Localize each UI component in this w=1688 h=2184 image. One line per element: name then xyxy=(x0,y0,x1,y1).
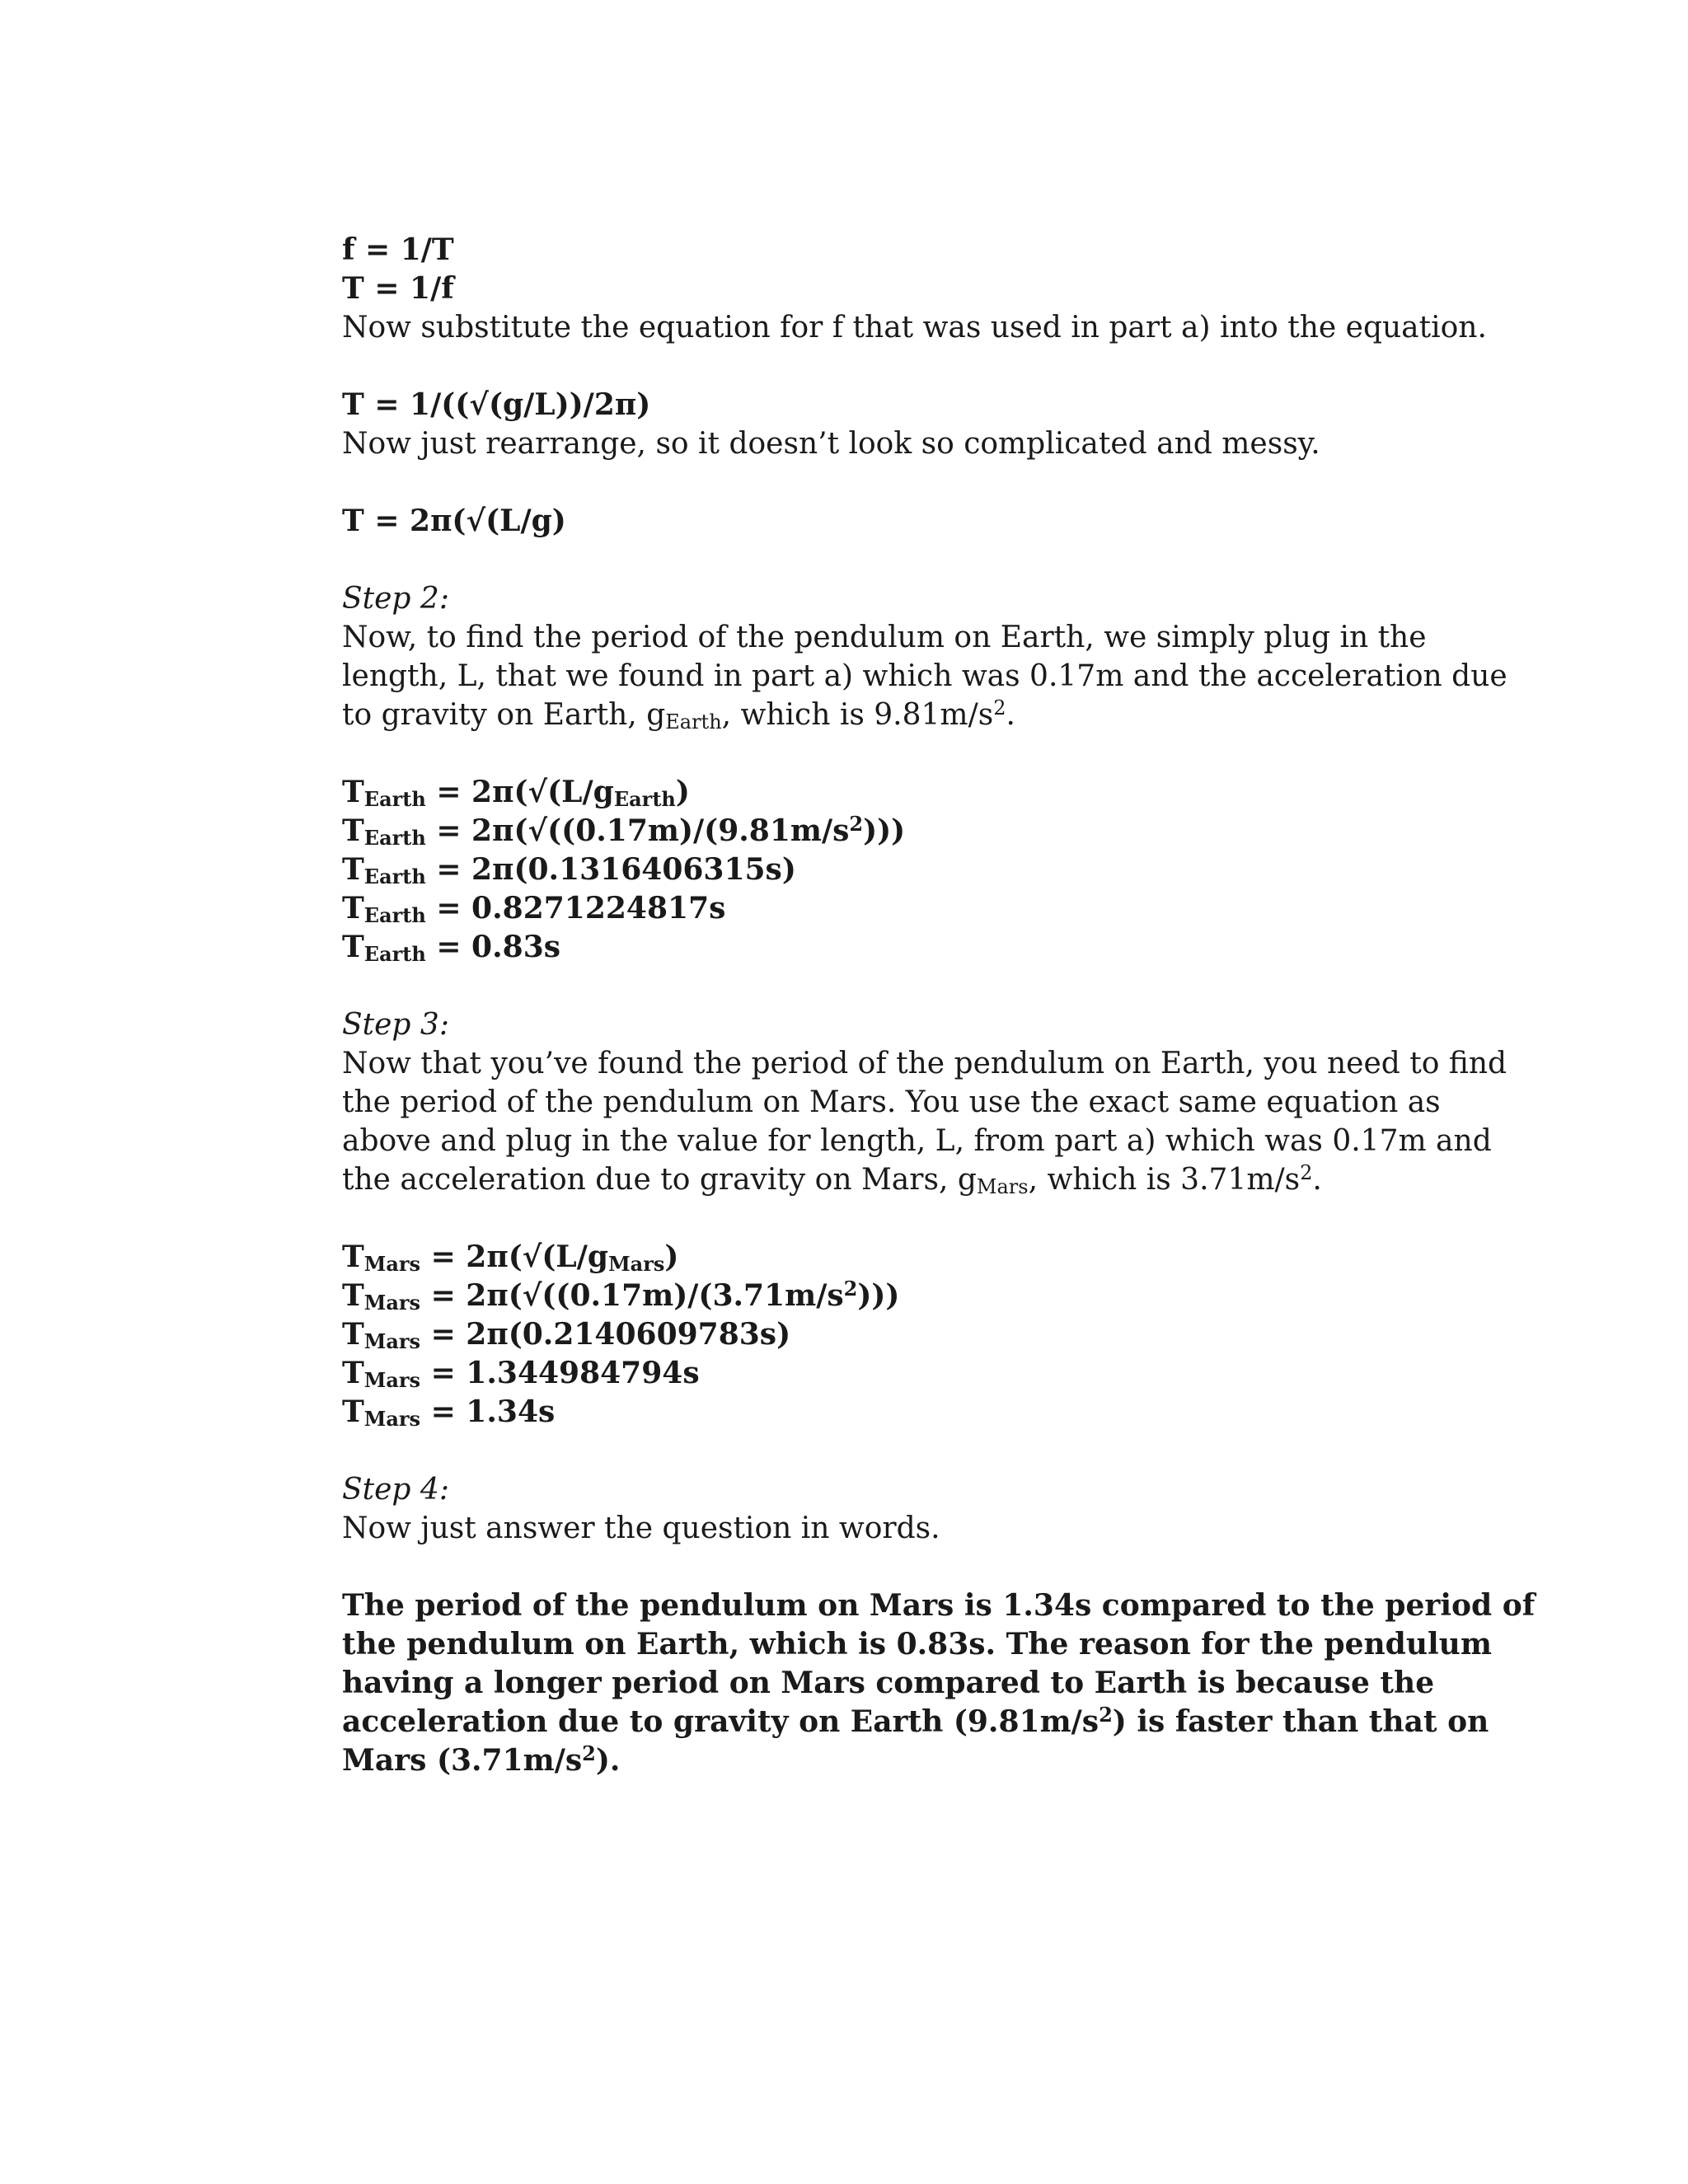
earth-equation-5: $T_{Earth} = 0.83s$ xyxy=(342,930,561,966)
step2-text-line1: Now, to find the period of the pendulum on Earth, we simply plug in the xyxy=(342,621,1427,654)
earth-equation-2: $T_{Earth} = 2\pi(√((0.17m)/(9.81m/s^2)))$ xyxy=(342,812,906,850)
earth-equation-4: $T_{Earth} = 0.8271224817s$ xyxy=(342,891,726,927)
answer-line4: acceleration due to gravity on Earth $(9.81m/s^2)$ is faster than that on xyxy=(342,1703,1489,1739)
substitute-instruction: Now substitute the equation for f that was used in part a) into the equation. xyxy=(342,311,1487,344)
mars-equation-1: $T_{Mars} = 2\pi(√(L/g_{Mars})$ xyxy=(342,1240,679,1276)
mars-equation-5: $T_{Mars} = 1.34s$ xyxy=(342,1394,556,1431)
step3-heading: Step 3: xyxy=(342,1008,449,1042)
final-period-equation: T = 2π(√(L/g) xyxy=(342,504,566,538)
step3-text-line4: the acceleration due to gravity on Mars, $g_{Mars}$, which is $3.71m/s^2$. xyxy=(342,1161,1322,1198)
rearrange-instruction: Now just rearrange, so it doesn’t look so complicated and messy. xyxy=(342,427,1320,461)
substituted-equation: T = 1/((√(g/L))/2π) xyxy=(342,387,651,422)
step4-heading: Step 4: xyxy=(342,1473,449,1507)
earth-equation-3: $T_{Earth} = 2\pi(0.1316406315s)$ xyxy=(342,852,796,888)
step3-text-line3: above and plug in the value for length, L, from part a) which was 0.17m and xyxy=(342,1124,1492,1158)
period-equation: T = 1/f xyxy=(342,271,454,306)
frequency-equation: f = 1/T xyxy=(342,232,454,267)
step2-text-line3: to gravity on Earth, $g_{Earth}$, which is $9.81m/s^2$. xyxy=(342,696,1015,733)
answer-line3: having a longer period on Mars compared to Earth is because the xyxy=(342,1666,1435,1700)
document-content xyxy=(342,231,1536,1780)
step4-text: Now just answer the question in words. xyxy=(342,1511,940,1545)
answer-line2: the pendulum on Earth, which is 0.83s. The reason for the pendulum xyxy=(342,1627,1492,1661)
answer-line1: The period of the pendulum on Mars is 1.34s compared to the period of xyxy=(342,1588,1536,1623)
step3-text-line2: the period of the pendulum on Mars. You use the exact same equation as xyxy=(342,1085,1441,1119)
mars-equation-3: $T_{Mars} = 2\pi(0.2140609783s)$ xyxy=(342,1317,791,1353)
earth-equation-1: $T_{Earth} = 2\pi(√(L/g_{Earth})$ xyxy=(342,775,690,811)
mars-equation-2: $T_{Mars} = 2\pi(√((0.17m)/(3.71m/s^2)))$ xyxy=(342,1277,900,1315)
step2-heading: Step 2: xyxy=(342,582,449,616)
step3-text-line1: Now that you’ve found the period of the pendulum on Earth, you need to find xyxy=(342,1047,1507,1080)
mars-equation-4: $T_{Mars} = 1.344984794s$ xyxy=(342,1356,700,1392)
step2-text-line2: length, L, that we found in part a) which was 0.17m and the acceleration due xyxy=(342,659,1507,693)
answer-line5: Mars $(3.71m/s^2)$. xyxy=(342,1741,621,1778)
